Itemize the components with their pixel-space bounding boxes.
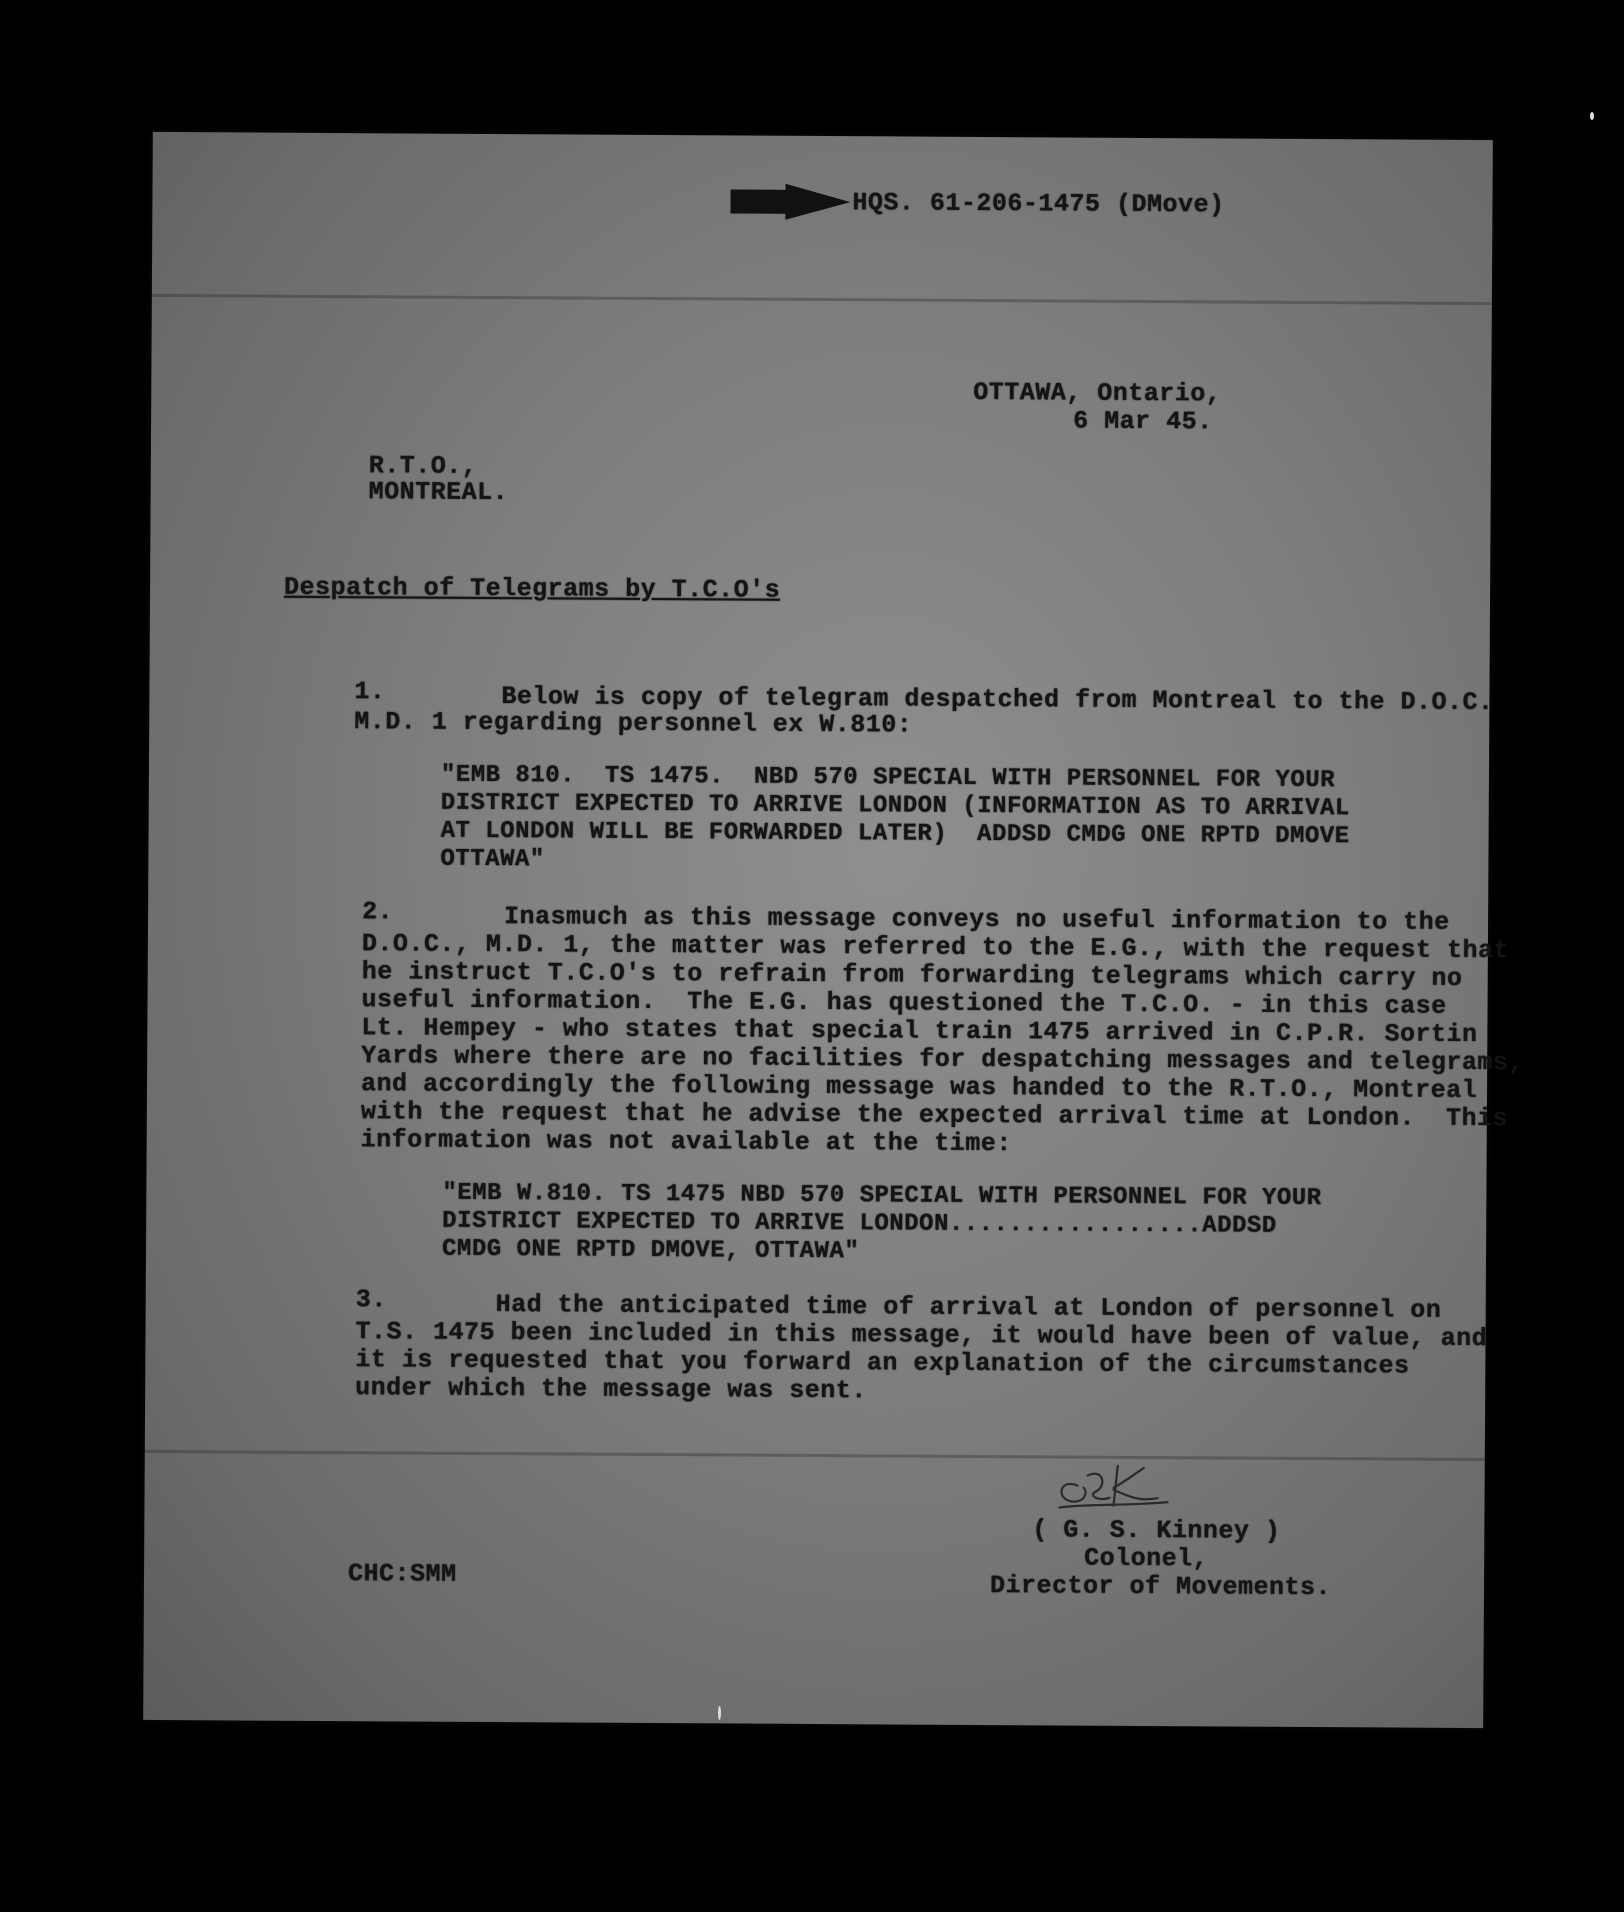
para3-line: it is requested that you forward an explanation of the circumstances	[355, 1345, 1410, 1381]
addressee-line-2: MONTREAL.	[368, 477, 509, 508]
para3-number: 3.	[355, 1285, 387, 1315]
date: 6 Mar 45.	[1073, 406, 1213, 437]
para2-line: D.O.C., M.D. 1, the matter was referred to the E.G., with the request that	[361, 929, 1510, 966]
quote2-line: "EMB W.810. TS 1475 NBD 570 SPECIAL WITH PERSONNEL FOR YOUR	[442, 1179, 1322, 1213]
document-page	[143, 132, 1524, 1728]
signatory-rank: Colonel,	[1084, 1543, 1209, 1574]
reference-initials: CHC:SMM	[347, 1559, 457, 1589]
signatory-title: Director of Movements.	[989, 1571, 1332, 1603]
pointing-arrow-icon	[730, 181, 850, 222]
para3-line: Had the anticipated time of arrival at London of personnel on	[495, 1290, 1442, 1325]
quote1-line: OTTAWA"	[440, 845, 545, 874]
quote1-line: "EMB 810. TS 1475. NBD 570 SPECIAL WITH PERSONNEL FOR YOUR	[440, 761, 1336, 795]
para1-line: M.D. 1 regarding personnel ex W.810:	[354, 707, 913, 740]
para2-line: with the request that he advise the expected arrival time at London. This	[360, 1097, 1509, 1134]
para2-number: 2.	[362, 897, 394, 927]
place: OTTAWA, Ontario,	[973, 377, 1222, 409]
fold-line	[152, 294, 1492, 305]
para1-line: Below is copy of telegram despatched from Montreal to the D.O.C.	[501, 682, 1494, 718]
para2-line: Lt. Hempey - who states that special train 1475 arrived in C.P.R. Sortin	[361, 1013, 1478, 1050]
para2-line: Inasmuch as this message conveys no useful information to the	[503, 902, 1450, 937]
addressee-line-1: R.T.O.,	[368, 451, 478, 481]
scan-speck	[1590, 112, 1594, 120]
para2-line: he instruct T.C.O's to refrain from forwarding telegrams which carry no	[361, 957, 1463, 993]
signatory-name: ( G. S. Kinney )	[1032, 1515, 1281, 1546]
subject-heading: Despatch of Telegrams by T.C.O's	[283, 572, 781, 605]
para2-line: useful information. The E.G. has questioned the T.C.O. - in this case	[361, 985, 1447, 1021]
handwritten-initials-signature	[1047, 1457, 1187, 1518]
para3-line: T.S. 1475 been included in this message, it would have been of value, and	[355, 1317, 1488, 1354]
file-reference: HQS. 61-206-1475 (DMove)	[852, 188, 1225, 220]
para3-line: under which the message was sent.	[355, 1373, 867, 1406]
quote1-line: DISTRICT EXPECTED TO ARRIVE LONDON (INFORMATION AS TO ARRIVAL	[440, 789, 1350, 823]
quote2-line: DISTRICT EXPECTED TO ARRIVE LONDON.................ADDSD	[442, 1207, 1277, 1240]
quote1-line: AT LONDON WILL BE FORWARDED LATER) ADDSD CMDG ONE RPTD DMOVE	[440, 817, 1350, 851]
quote2-line: CMDG ONE RPTD DMOVE, OTTAWA"	[441, 1235, 860, 1266]
fold-line	[145, 1450, 1485, 1461]
para2-line: and accordingly the following message was handed to the R.T.O., Montreal	[360, 1069, 1478, 1106]
para2-line: Yards where there are no facilities for despatching messages and telegrams,	[361, 1041, 1524, 1078]
para1-number: 1.	[354, 677, 386, 707]
scan-speck	[718, 1706, 721, 1720]
para2-line: information was not available at the time:	[360, 1125, 1012, 1159]
